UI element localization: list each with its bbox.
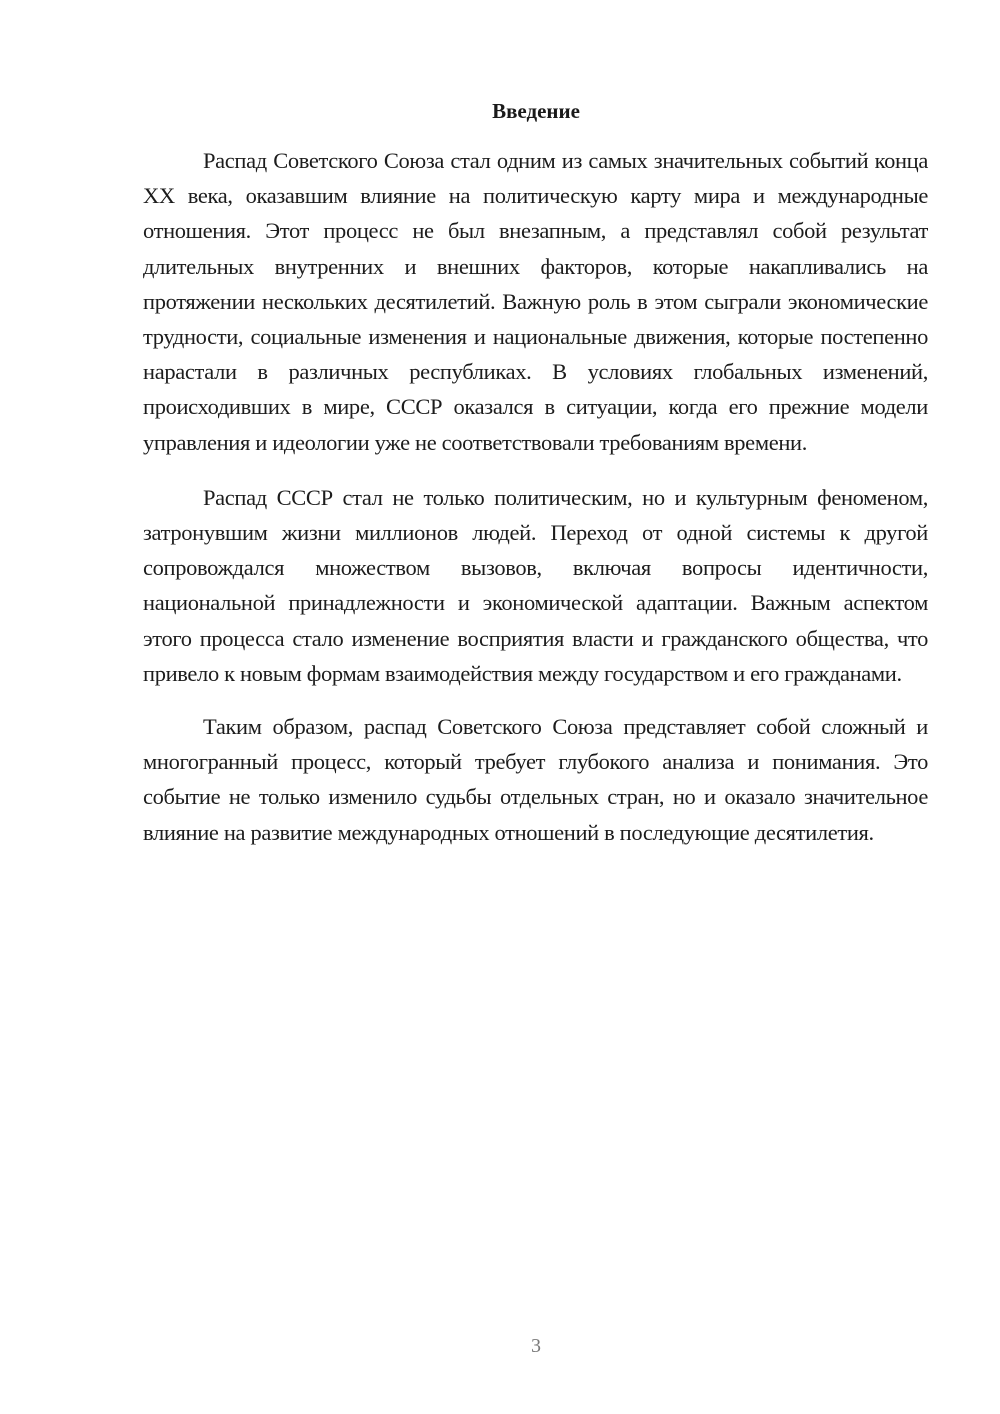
section-title: Введение (492, 99, 580, 123)
paragraph-2: Распад СССР стал не только политическим, но и культурным феноменом, затронувшим жизни миллионов людей. Переход от одной системы к другой сопровождался множеством вызовов, включая вопросы идентичности, национальной принадлежности и экономической адаптации. Важным аспектом этого процесса стало изменение восприятия власти и гражданского общества, что привело к новым формам взаимодействия между государством и его гражданами. (143, 484, 928, 686)
body-text (143, 143, 928, 850)
paragraph-3: Таким образом, распад Советского Союза представляет собой сложный и многогранный процесс, который требует глубокого анализа и понимания. Это событие не только изменило судьбы отдельных стран, но и оказало значительное влияние на развитие международных отношений в последующие десятилетия. (143, 714, 928, 845)
paragraph-1: Распад Советского Союза стал одним из самых значительных событий конца XX века, оказавшим влияние на политическую карту мира и международные отношения. Этот процесс не был внезапным, а представлял собой результат длительных внутренних и внешних факторов, которые накапливались на протяжении нескольких десятилетий. Важную роль в этом сыграли экономические трудности, социальные изменения и национальные движения, которые постепенно нарастали в различных республиках. В условиях глобальных изменений, происходивших в мире, СССР оказался в ситуации, когда его прежние модели управления и идеологии уже не соответствовали требованиям времени. (143, 148, 928, 455)
page-number: 3 (531, 1335, 541, 1357)
